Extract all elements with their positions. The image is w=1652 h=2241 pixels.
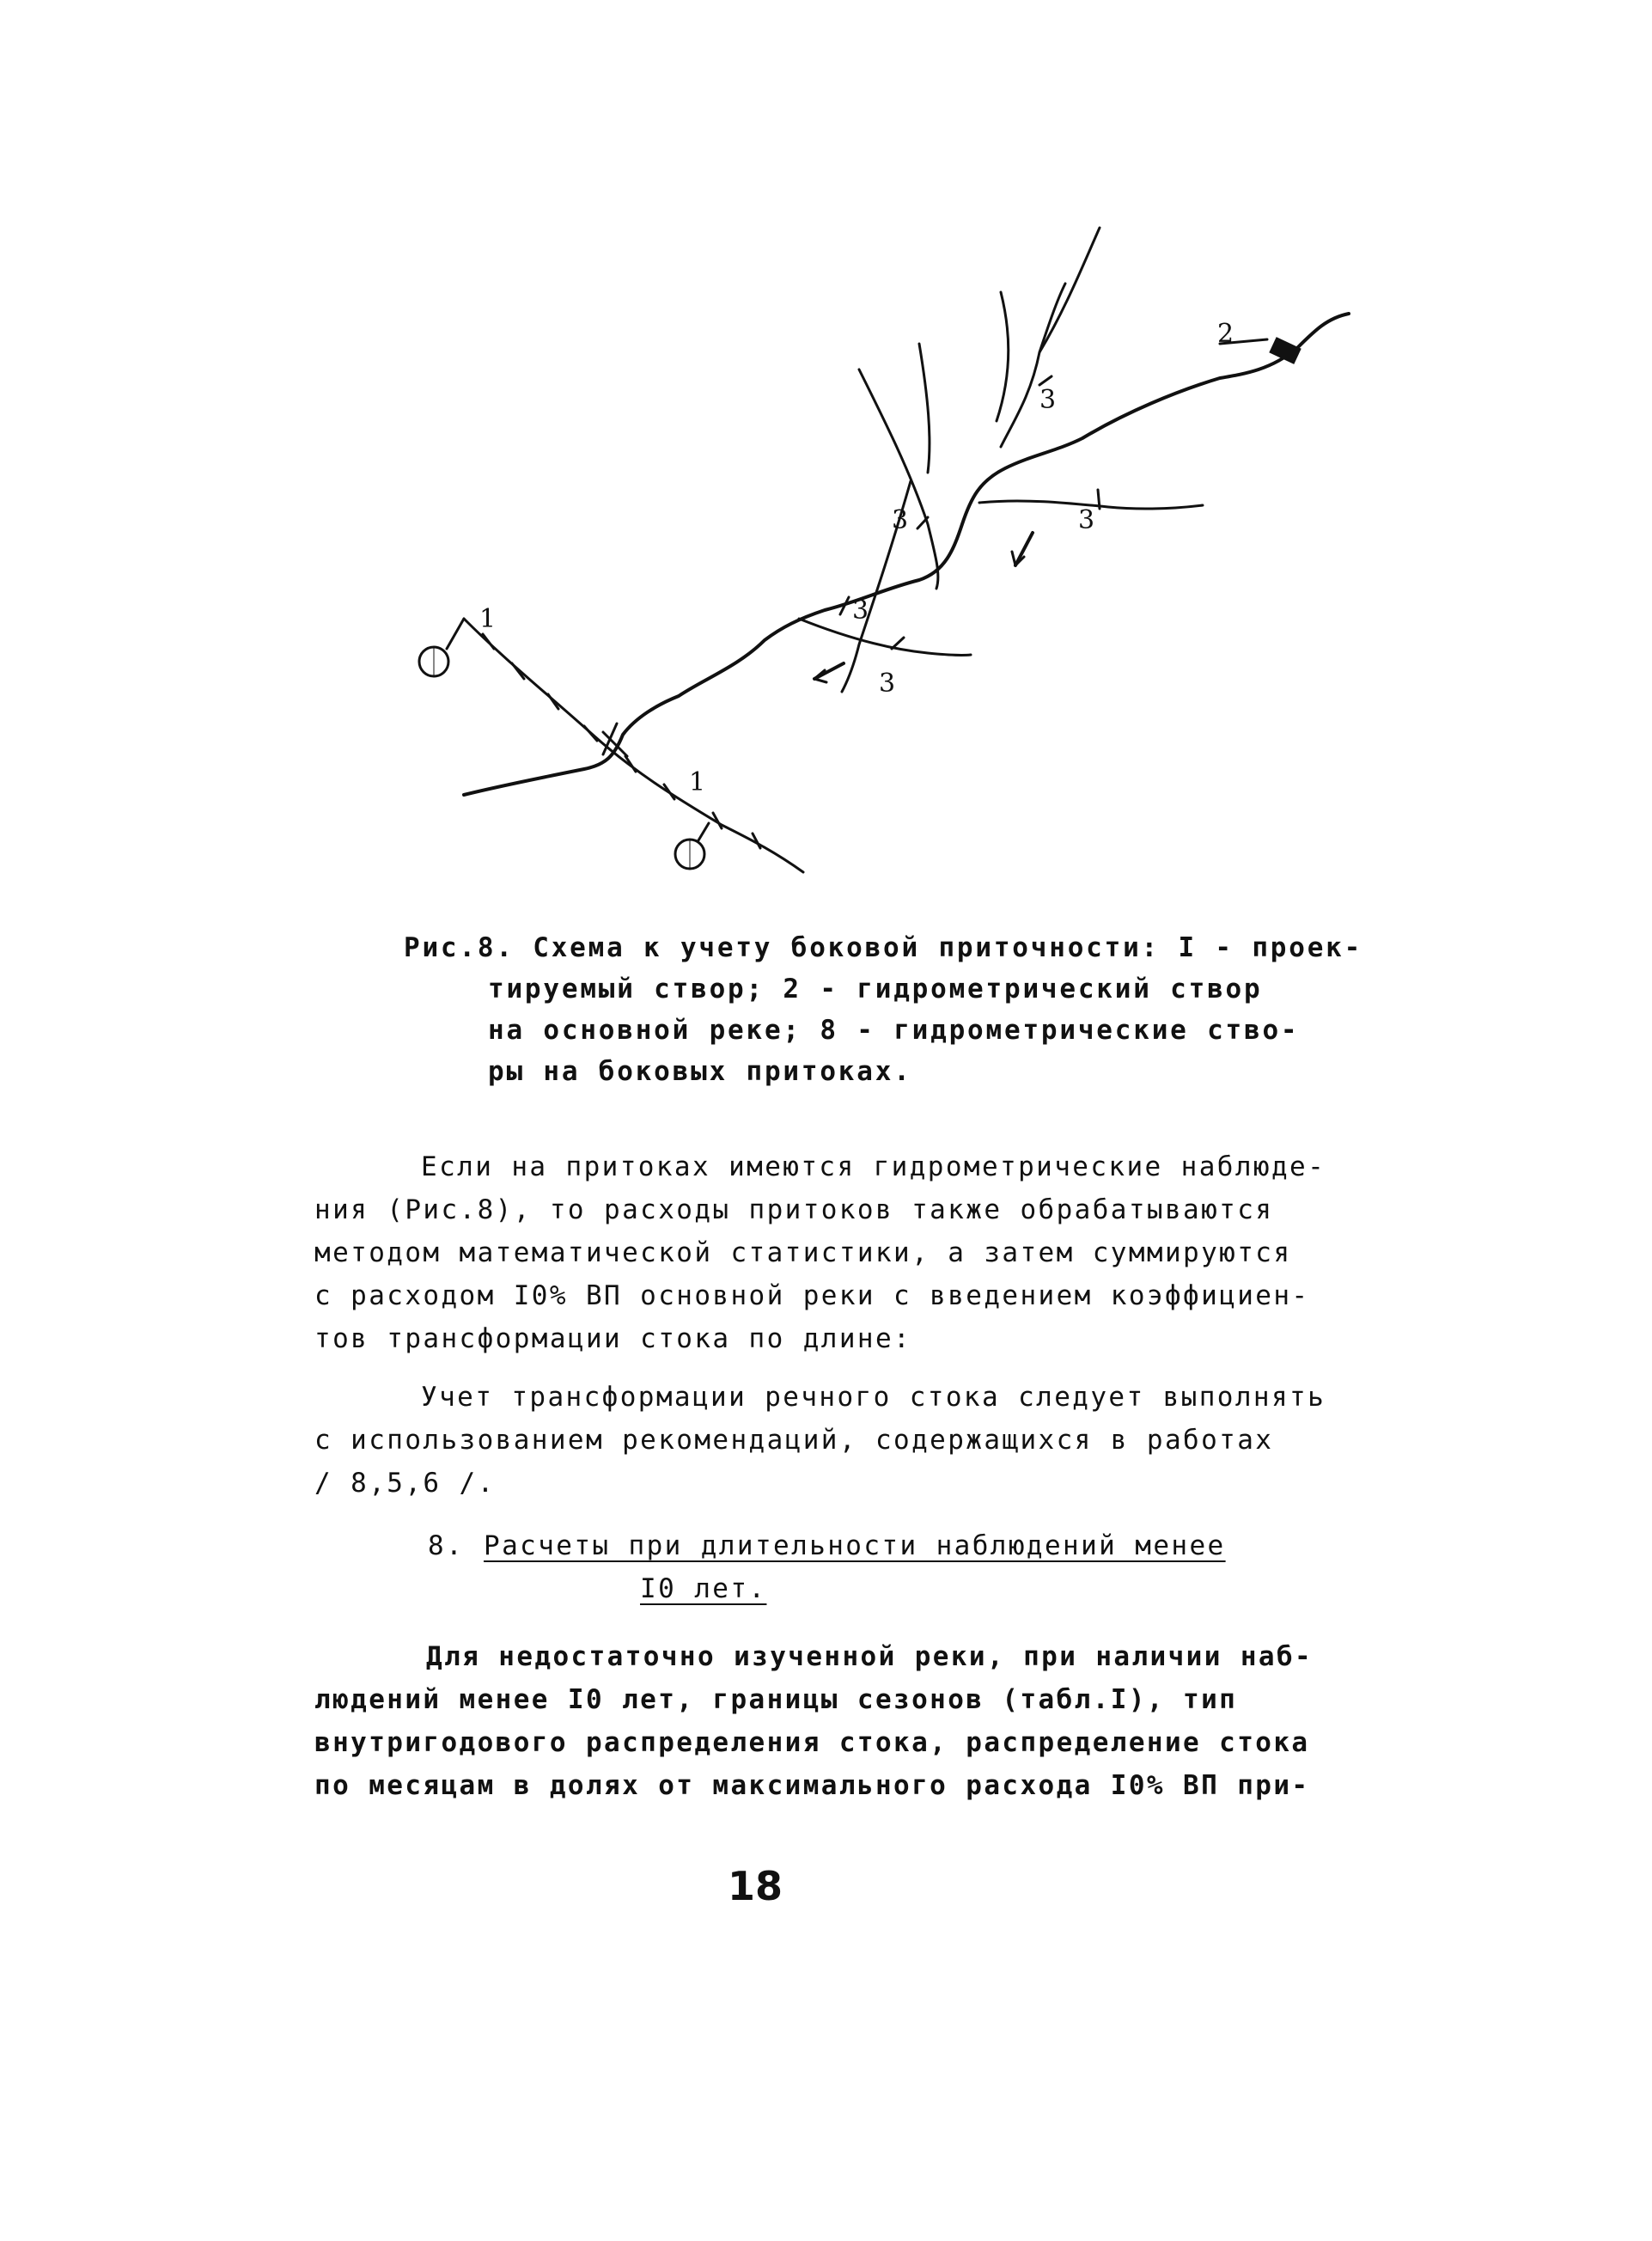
design-gauge-lower-lead: [698, 823, 709, 840]
label-design-section-lower: 1: [689, 767, 706, 797]
page-number: 18: [728, 1863, 783, 1909]
section-number: 8.: [428, 1530, 465, 1561]
trib-gauge-tick-d: [1098, 490, 1100, 509]
caption-line: на основной реке; 8 - гидрометрические ство-: [488, 1015, 1300, 1046]
hatch-1: [483, 634, 494, 649]
label-trib-gauge-e: 3: [879, 669, 896, 699]
label-main-gauge: 2: [1217, 319, 1234, 349]
tributary-top-branch-a: [997, 292, 1009, 421]
paragraph-line: / 8,5,6 /.: [314, 1468, 496, 1499]
label-trib-gauge-c: 3: [1039, 385, 1057, 415]
tributary-lower-right: [799, 619, 971, 655]
design-gauge-upper-lead: [447, 619, 464, 649]
paragraph-line: людений менее I0 лет, границы сезонов (табл.I), тип: [314, 1684, 1238, 1715]
paragraph-line: Для недостаточно изученной реки, при наличии наб-: [426, 1641, 1314, 1672]
caption-line: Рис.8. Схема к учету боковой приточности: I - проек-: [404, 932, 1363, 963]
hatch-6: [664, 785, 674, 799]
caption-line: тируемый створ; 2 - гидрометрический створ: [488, 974, 1263, 1004]
label-trib-gauge-a: 3: [852, 595, 869, 626]
paragraph-line: Если на притоках имеются гидрометрические наблюде-: [421, 1151, 1326, 1182]
trib-gauge-tick-c: [1039, 376, 1052, 385]
paragraph-line: Учет трансформации речного стока следует выполнять: [421, 1382, 1326, 1413]
label-design-section-upper: 1: [479, 604, 497, 634]
label-trib-gauge-b: 3: [892, 505, 909, 535]
paragraph-line: ния (Рис.8), то расходы притоков также обрабатываются: [314, 1194, 1274, 1225]
paragraph-line: тов трансформации стока по длине:: [314, 1323, 912, 1354]
river-scheme-drawing: [378, 198, 1366, 911]
flow-arrow-upper: [1015, 533, 1033, 565]
section-title-line-2: I0 лет.: [640, 1573, 767, 1604]
tributary-upper-middle-branch: [919, 344, 930, 473]
main-river-line: [464, 314, 1349, 795]
section-title-line-1: Расчеты при длительности наблюдений менее: [484, 1530, 1226, 1561]
hatch-4: [584, 726, 597, 741]
paragraph-line: методом математической статистики, а затем суммируются: [314, 1237, 1292, 1268]
paragraph-line: внутригодового распределения стока, распределение стока: [314, 1727, 1310, 1758]
trib-gauge-tick-e: [892, 638, 904, 649]
river-scheme-figure: [378, 198, 1366, 911]
main-gauge-marker: [1269, 337, 1301, 364]
label-trib-gauge-d: 3: [1078, 505, 1095, 535]
paragraph-line: по месяцам в долях от максимального расхода I0% ВП при-: [314, 1770, 1310, 1801]
paragraph-line: с использованием рекомендаций, содержащихся в работах: [314, 1425, 1274, 1456]
paragraph-line: с расходом I0% ВП основной реки с введением коэффициен-: [314, 1280, 1310, 1311]
design-gauge-upper-fill: [434, 647, 448, 676]
design-gauge-lower-fill: [690, 840, 704, 869]
tributary-top-branch-b: [1039, 228, 1100, 352]
caption-line: ры на боковых притоках.: [488, 1056, 912, 1087]
tributary-top-main: [1001, 284, 1065, 447]
